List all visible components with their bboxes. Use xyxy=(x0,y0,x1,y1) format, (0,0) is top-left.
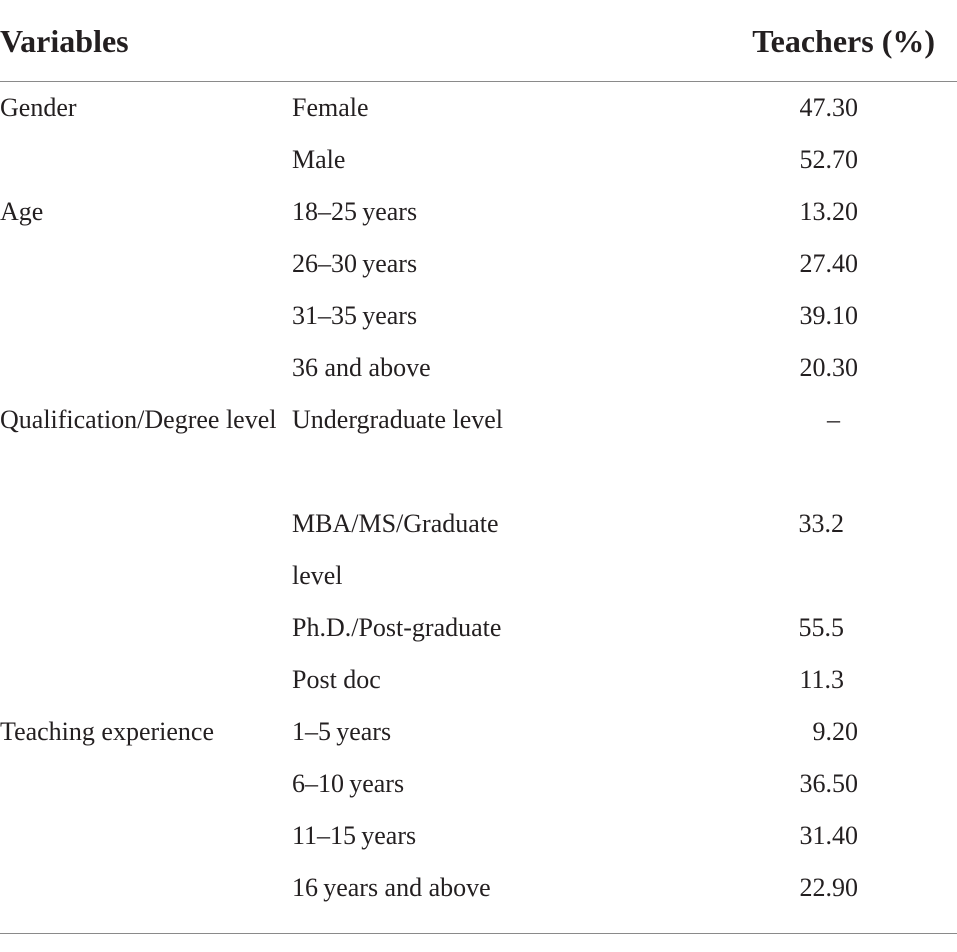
header-variables: Variables xyxy=(0,23,129,59)
header-teachers-percent: Teachers (%) xyxy=(752,23,935,59)
variable-cell: Teaching experience xyxy=(0,717,214,746)
value-cell: 27.40 xyxy=(799,249,858,278)
value-cell: 22.90 xyxy=(799,873,858,902)
category-cell: Undergraduate level xyxy=(292,405,504,434)
value-cell: 36.50 xyxy=(799,769,858,798)
table-row xyxy=(0,706,957,758)
value-cell: 13.20 xyxy=(799,197,858,226)
category-cell: 18–25 years xyxy=(292,197,418,226)
category-cell: 1–5 years xyxy=(292,717,392,746)
table-row xyxy=(0,238,957,290)
table-row xyxy=(0,290,957,342)
variable-cell: Qualification/Degree level xyxy=(0,405,277,434)
value-cell: 20.30 xyxy=(799,353,858,382)
category-cell: Male xyxy=(292,145,346,174)
table-row xyxy=(0,342,957,394)
category-cell: MBA/MS/Graduate level xyxy=(292,509,499,590)
category-cell: 26–30 years xyxy=(292,249,418,278)
category-cell: Female xyxy=(292,93,369,122)
table-row xyxy=(0,82,957,134)
table-row xyxy=(0,134,957,186)
category-cell: 6–10 years xyxy=(292,769,405,798)
variable-cell: Age xyxy=(0,197,44,226)
table-row xyxy=(0,810,957,862)
table-row xyxy=(0,186,957,238)
table-row xyxy=(0,498,957,602)
value-cell: 31.40 xyxy=(799,821,858,850)
table-bottom-rule xyxy=(0,933,957,934)
table-row xyxy=(0,394,957,498)
value-cell: 52.70 xyxy=(799,145,858,174)
value-cell: 39.10 xyxy=(799,301,858,330)
table-body xyxy=(0,82,957,914)
value-cell: 33.2 xyxy=(798,509,844,538)
table-row xyxy=(0,862,957,914)
variable-cell: Gender xyxy=(0,93,77,122)
category-cell: 16 years and above xyxy=(292,873,491,902)
category-cell: Ph.D./Post-graduate xyxy=(292,613,502,642)
value-cell: 11.3 xyxy=(799,665,844,694)
value-cell: 47.30 xyxy=(799,93,858,122)
value-cell: 9.20 xyxy=(812,717,858,746)
category-cell: 11–15 years xyxy=(292,821,417,850)
value-cell: – xyxy=(827,405,840,434)
category-cell: Post doc xyxy=(292,665,381,694)
table-header xyxy=(0,0,957,82)
category-cell: 31–35 years xyxy=(292,301,418,330)
table-row xyxy=(0,602,957,654)
category-cell: 36 and above xyxy=(292,353,431,382)
value-cell: 55.5 xyxy=(798,613,844,642)
table-row xyxy=(0,758,957,810)
table-row xyxy=(0,654,957,706)
